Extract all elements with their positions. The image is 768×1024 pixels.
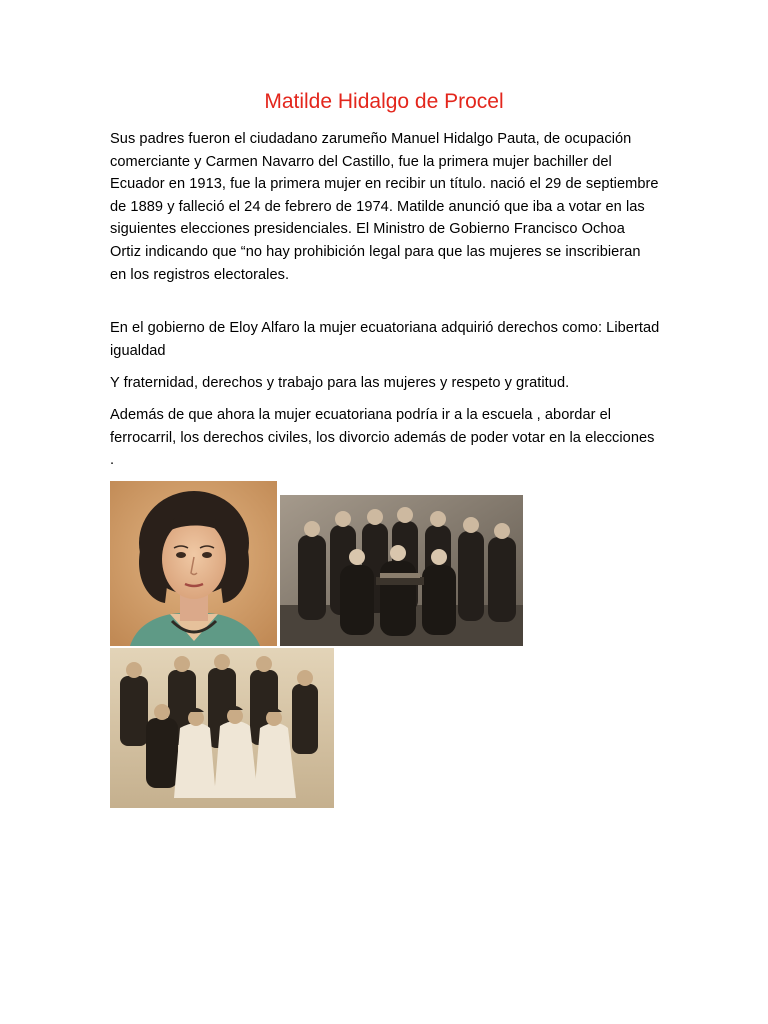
- paragraph-education: Además de que ahora la mujer ecuatoriana podría ir a la escuela , abordar el ferrocarril, los derechos civiles, los divorcio además de poder votar en la elecciones .: [110, 407, 655, 469]
- portrait-photo: [110, 481, 277, 646]
- paragraph-biography: Sus padres fueron el ciudadano zarumeño Manuel Hidalgo Pauta, de ocupación comerciante y Carmen Navarro del Castillo, fue la primera mujer bachiller del Ecuador en 1913, fue la primera mujer en recibir un título. nació el 29 de septiembre de 1889 y falleció el 24 de febrero de 1974. Matilde anunció que iba a votar en las siguientes elecciones presidenciales. El Ministro de Gobierno Francisco Ochoa Ortiz indicando que “no hay prohibición legal para que las mujeres se inscribieran en los registros electorales.: [110, 131, 659, 283]
- group-women-photo: [280, 495, 523, 646]
- paragraph-fraternity: Y fraternidad, derechos y trabajo para las mujeres y respeto y gratitud.: [110, 375, 570, 391]
- document-title: Matilde Hidalgo de Procel: [264, 90, 504, 113]
- family-photo: [110, 648, 334, 808]
- paragraph-rights: En el gobierno de Eloy Alfaro la mujer ecuatoriana adquirió derechos como: Libertad igualdad: [110, 320, 660, 359]
